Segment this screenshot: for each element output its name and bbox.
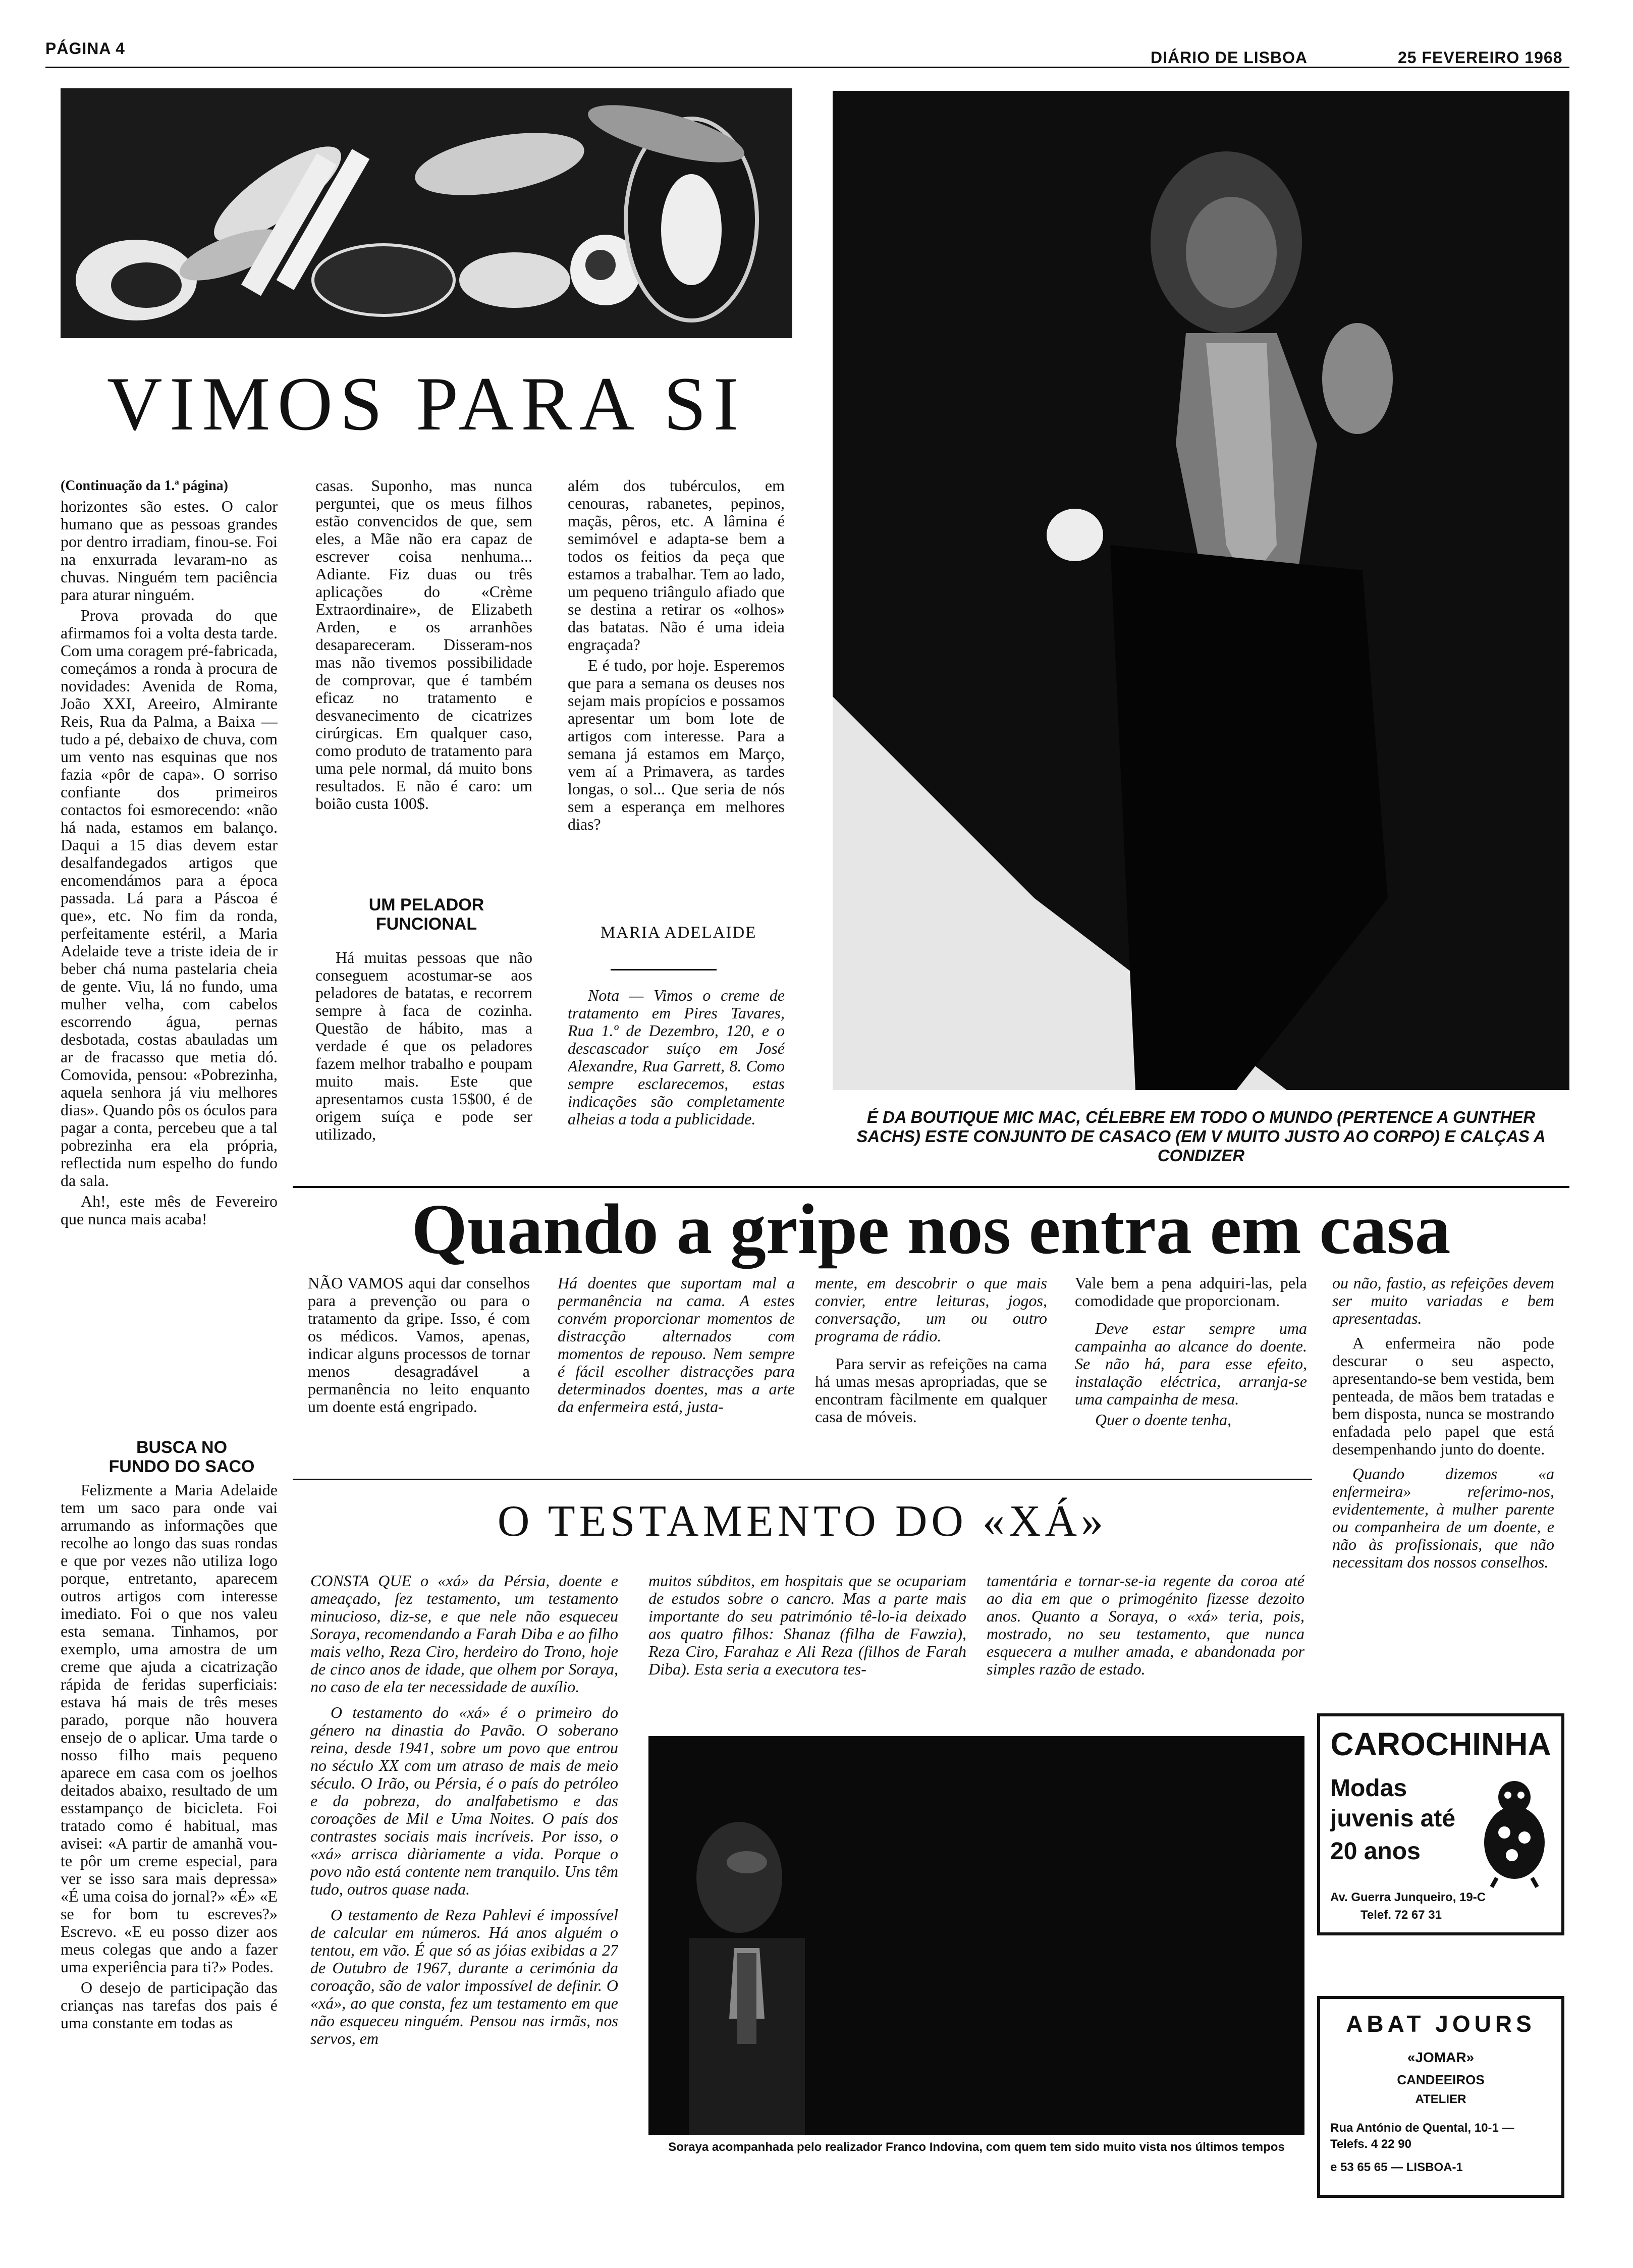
ad-address: e 53 65 65 — LISBOA-1 [1330,2161,1463,2174]
gripe-column-1 [308,1274,530,1476]
ad-line: CANDEEIROS [1397,2072,1485,2087]
article-column-1 [61,477,278,1453]
ad-address: Rua António de Quental, 10-1 — Telefs. 4 22 90 [1330,2121,1514,2151]
article-note [568,987,785,1168]
carochinha-ad [1317,1713,1564,1935]
page-number: PÁGINA 4 [45,39,125,58]
paragraph: Felizmente a Maria Adelaide tem um saco para onde vai arrumando as informações que recolhe ao longo das suas rondas e que por vezes não utiliza logo porque, entretanto, aparecem outros artigos com interesse imediato. Foi o que nos valeu esta semana. Tinhamos, por exemplo, uma amostra de um creme que ajuda a cicatrização rápida de feridas superficiais: estava há mais de três meses parado, porque não houvera ensejo de o aplicar. Uma tarde o nosso filho mais pequeno aparece em casa com os joelhos deitados abaixo, resultado de um esstampanço de bicicleta. Foi tratado como é habitual, mas avisei: «A partir de amanhã vou-te pôr um creme especial, para ver se isso sara mais depressa» «É uma coisa do jornal?» «É» «E se for bom tu escreves?» Escrevo. «E eu posso dizer aos meus colegas que ando a fazer uma experiência para ti?» Podes. [61,1481,278,1976]
testamento-column-1 [310,1572,618,2238]
paragraph: O desejo de participação das crianças nas tarefas dos pais é uma constante em todas as [61,1978,278,2032]
ad-line: ATELIER [1415,2092,1466,2106]
issue-date: 25 FEVEREIRO 1968 [1398,48,1563,67]
note-rule [611,969,717,970]
gripe-column-2 [558,1274,795,1476]
paragraph: Quer o doente tenha, [1095,1411,1232,1429]
author-byline: MARIA ADELAIDE [601,924,757,942]
gripe-column-3 [815,1274,1047,1476]
paragraph: horizontes são estes. O calor humano que as pessoas grandes por dentro irradiam, finou-se. Foi na enxurrada levaram-no as chuvas. Ninguém tem paciência para aturar ninguém. [61,497,278,604]
ad-phone: Telef. 72 67 31 [1360,1908,1442,1922]
section-rule-2 [293,1479,1312,1480]
article-column-3 [568,477,785,921]
paragraph: Ah!, este mês de Fevereiro que nunca mais acaba! [61,1192,278,1228]
paragraph: E é tudo, por hoje. Esperemos que para a semana os deuses nos sejam mais propícios e possamos apresentar um bom lote de artigos com interesse. Para a semana já estamos em Março, vem aí a Primavera, as tardes longas, o sol... Que seria de nós sem a esperança em melhores dias? [568,656,785,833]
paragraph: além dos tubérculos, em cenouras, rabanetes, pepinos, maçãs, pêros, etc. A lâmina é semimóvel e adapta-se bem a todos os feitios da peça que estamos a trabalhar. Tem ao lado, um pequeno triângulo afiado que se destina a retirar os «olhos» das batatas. Não é uma ideia engraçada? [568,477,785,654]
fashion-photo [833,91,1569,1090]
testamento-column-3 [987,1572,1304,1723]
ad-address: Av. Guerra Junqueiro, 19-C [1330,1891,1486,1904]
ad-line: 20 anos [1330,1838,1421,1865]
header-rule [45,67,1569,68]
soraya-caption: Soraya acompanhada pelo realizador Franco Indovina, com quem tem sido muito vista nos últimos tempos [668,2140,1285,2154]
article-title: VIMOS PARA SI [106,361,746,446]
article-column-2 [315,477,532,881]
newspaper-name: DIÁRIO DE LISBOA [1151,48,1308,67]
paragraph: Prova provada do que afirmamos foi a volta desta tarde. Com uma coragem pré-fabricada, começámos a ronda à procura de novidades: Avenida de Roma, João XXI, Areeiro, Almirante Reis, Rua da Palma, a Baixa — tudo a pé, debaixo de chuva, com um vento nas esquinas que nos fazia «pôr de capa». O sorriso confiante dos primeiros contactos foi esmorecendo: «não há nada, estamos em balanço. Daqui a 15 dias devem estar desalfandegados artigos que encomendámos para a época passada. Lá para a Páscoa é que», etc. No fim da ronda, perfeitamente estéril, a Maria Adelaide teve a triste ideia de ir beber chá numa pastelaria cheia de gente. Viu, lá no fundo, uma mulher velha, com cabelos escorrendo água, pernas desbotada, costas abauladas um ar de fracasso que metia dó. Comovida, pensou: «Pobrezinha, aquela senhora já viu melhores dias». Quando pôs os óculos para pagar a conta, percebeu que a tal pobrezinha era ela própria, reflectida num espelho do fundo da sala. [61,606,278,1190]
paragraph: O testamento do «xá» é o primeiro do género na dinastia do Pavão. O soberano reina, desde 1941, sobre um povo que entrou no século XX com um atraso de mais de meio século. O Irão, ou Pérsia, é o país do petróleo e da pobreza, do analfabetismo e das coroações de Mil e Uma Noites. O país dos contrastes sociais mais incríveis. Por isso, o «xá» arrisca diàriamente a vida. Porque o povo não está contente nem tranquilo. Uns têm tudo, outros quase nada. [310,1703,618,1898]
subhead-busca: BUSCA NO FUNDO DO SACO [108,1438,255,1476]
paragraph: Nota — Vimos o creme de tratamento em Pires Tavares, Rua 1.º de Dezembro, 120, e o descascador suíço em José Alexandre, Rua Garrett, 8. Como sempre esclarecemos, estas indicações são completamente alheias a toda a publicidade. [568,987,785,1128]
subhead-pelador: UM PELADOR FUNCIONAL [368,895,484,934]
paragraph: muitos súbditos, em hospitais que se ocupariam de estudos sobre o cancro. Mas a parte mais importante do seu património tê-lo-ia deixado aos quatro filhos: Shanaz (filha de Fawzia), Reza Ciro, Farahaz e Ali Reza (filhos de Farah Diba). Esta seria a executora tes- [648,1572,966,1678]
article-column-1b [61,1481,278,2198]
paragraph: Para servir as refeições na cama há umas mesas apropriadas, que se encontram fàcilmente em qualquer casa de móveis. [815,1355,1047,1426]
gripe-column-4 [1075,1274,1307,1476]
paragraph: tamentária e tornar-se-ia regente da coroa até ao dia em que o primogénito fizesse dezoito anos. Quanto a Soraya, o «xá» teria, pois, mostrado, no seu testamento, que nunca esquecera a mulher amada, e abandonada por simples razão de estado. [987,1572,1304,1678]
fashion-caption: É DA BOUTIQUE MIC MAC, CÉLEBRE EM TODO O MUNDO (PERTENCE A GUNTHER SACHS) ESTE CONJUNTO DE CASACO (EM V MUITO JUSTO AO CORPO) E CALÇAS A CONDIZER [856,1108,1546,1165]
paragraph: ou não, fastio, as refeições devem ser muito variadas e bem apresentadas. [1332,1274,1554,1327]
gripe-title: Quando a gripe nos entra em casa [411,1189,1451,1269]
paragraph: mente, em descobrir o que mais convier, entre leituras, jogos, conversação, um ou outro programa de rádio. [815,1274,1047,1345]
section-rule [293,1186,1569,1188]
paragraph: Há muitas pessoas que não conseguem acostumar-se aos peladores de batatas, e recorrem sempre à faca de cozinha. Questão de hábito, mas a verdade é que os peladores fazem melhor trabalho e poupam muito mais. Este que apresentamos custa 15$00, é de origem suíça e pode ser utilizado, [315,949,532,1143]
paragraph: Há doentes que suportam mal a permanência na cama. A estes convém proporcionar momentos de distracção alternados com momentos de repouso. Nem sempre é fácil escolher distracções para determinados doentes, mas a arte da enfermeira está, justa- [558,1274,795,1416]
testamento-column-2 [648,1572,966,1723]
ad-line: juvenis até [1330,1805,1456,1832]
paragraph: Vale bem a pena adquiri-las, pela comodidade que proporcionam. [1075,1274,1307,1310]
abat-jours-ad [1317,1996,1564,2198]
ad-line: Modas [1330,1775,1407,1802]
testamento-title: O TESTAMENTO DO «XÁ» [497,1497,1108,1546]
article-column-2b [315,949,532,1171]
paragraph: CONSTA QUE o «xá» da Pérsia, doente e ameaçado, fez testamento, um testamento minucioso, diz-se, e que nele não esqueceu Soraya, recomendando a Farah Diba e ao filho mais velho, Reza Ciro, herdeiro do Trono, hoje de cinco anos de idade, que olhem por Soraya, no caso de ela ter necessidade de auxílio. [310,1572,618,1696]
soraya-photo [648,1736,1304,2135]
ladybug-icon [1477,1777,1552,1891]
ad-name: ABAT JOURS [1346,2011,1536,2037]
paragraph: NÃO VAMOS aqui dar conselhos para a prevenção ou para o tratamento da gripe. Isso, é com os médicos. Vamos, apenas, indicar alguns processos de tornar menos desagradável a permanência no leito enquanto um doente está engripado. [308,1274,530,1416]
continuation-note: (Continuação da 1.ª página) [61,478,229,494]
paragraph: O testamento de Reza Pahlevi é impossível de calcular em números. Há anos alguém o tentou, em vão. É que só as jóias exibidas a 27 de Outubro de 1967, durante a cerimónia da coroação, são de valor impossível de definir. O «xá», ao que consta, fez um testamento em que não esqueceu ninguém. Pensou nas irmãs, nos servos, em [310,1906,618,2047]
paragraph: A enfermeira não pode descurar o seu aspecto, apresentando-se bem vestida, bem penteada, de mãos bem tratadas e bem disposta, nunca se mostrando enfadada pelo papel que está desempenhando junto do doente. [1332,1334,1554,1458]
paragraph: Quando dizemos «a enfermeira» referimo-nos, evidentemente, à mulher parente ou companheira de um doente, e não às profissionais, que não necessitam dos nossos conselhos. [1332,1465,1554,1571]
paragraph: Deve estar sempre uma campainha ao alcance do doente. Se não há, para esse efeito, instalação eléctrica, arranja-se uma campainha de mesa. [1075,1319,1307,1408]
vegetables-photo [61,88,792,338]
ad-name: CAROCHINHA [1330,1726,1551,1762]
paragraph: casas. Suponho, mas nunca perguntei, que os meus filhos estão convencidos de que, sem eles, a Mãe não era capaz de escrever coisa nenhuma... Adiante. Fiz duas ou três aplicações do «Crème Extraordinaire», de Elizabeth Arden, e os arranhões desapareceram. Disseram-nos mas não tivemos possibilidade de comprovar, que é também eficaz no tratamento e desvanecimento de cicatrizes cirúrgicas. Em qualquer caso, como produto de tratamento para uma pele normal, dá muito bons resultados. E não é caro: um boião custa 100$. [315,477,532,813]
gripe-column-5 [1332,1274,1554,1723]
ad-brand: «JOMAR» [1407,2049,1475,2065]
